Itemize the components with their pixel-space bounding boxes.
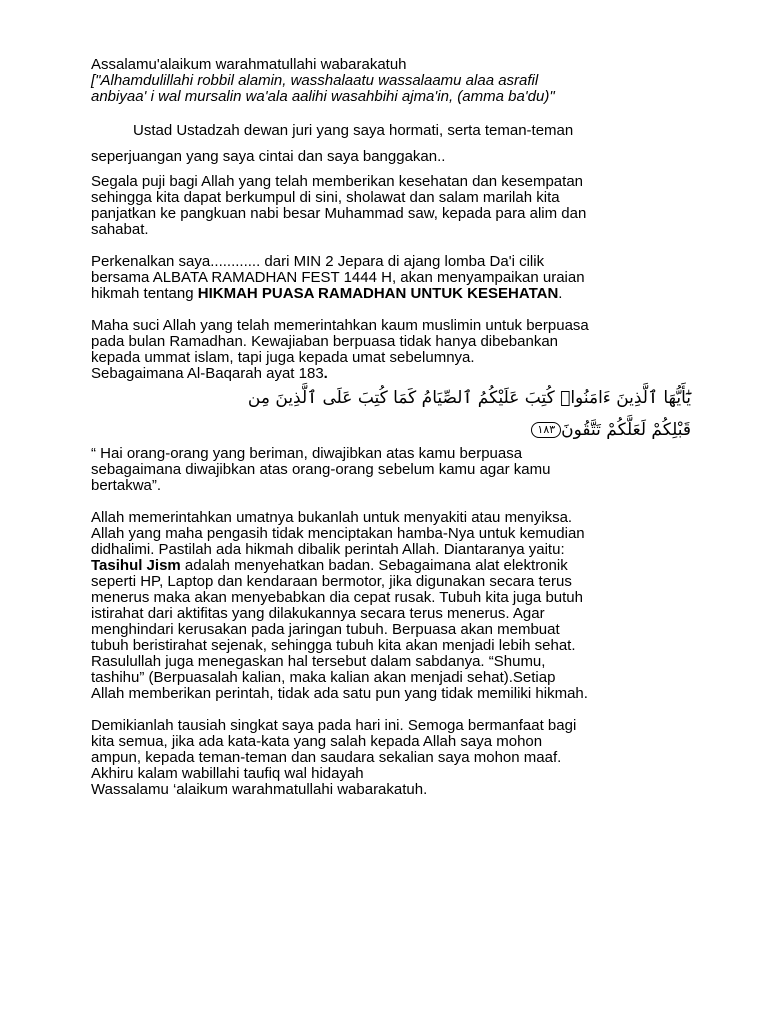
body-line: istirahat dari aktifitas yang dilakukannya secara terus menerus. Agar — [91, 605, 545, 622]
maha-suci-line: kepada ummat islam, tapi juga kepada umat sebelumnya. — [91, 349, 475, 366]
body-line: menghindari kerusakan pada jaringan tubuh. Berpuasa akan membuat — [91, 621, 560, 638]
translation-line: “ Hai orang-orang yang beriman, diwajibkan atas kamu berpuasa — [91, 445, 523, 462]
opening-line: ["Alhamdulillahi robbil alamin, wasshalaatu wassalaamu alaa asrafil — [91, 72, 539, 89]
tasihul-rest: adalah menyehatkan badan. Sebagaimana alat elektronik — [180, 557, 568, 574]
arabic-verse-text: قَبْلِكُمْ لَعَلَّكُمْ تَتَّقُونَ — [561, 420, 691, 440]
intro-suffix: . — [558, 285, 563, 302]
translation-line: sebagaimana diwajibkan atas orang-orang sebelum kamu agar kamu — [91, 461, 551, 478]
closing-line: kita semua, jika ada kata-kata yang salah kepada Allah saya mohon — [91, 733, 543, 750]
surah-reference — [91, 366, 691, 382]
closing-line: Akhiru kalam wabillahi taufiq wal hidayah — [91, 765, 364, 782]
closing-line: Demikianlah tausiah singkat saya pada hari ini. Semoga bermanfaat bagi — [91, 717, 577, 734]
body-line: didhalimi. Pastilah ada hikmah dibalik perintah Allah. Diantaranya yaitu: — [91, 541, 565, 558]
body-line: tubuh beristirahat sejenak, sehingga tubuh kita akan menjadi lebih sehat. — [91, 637, 576, 654]
translation-line: bertakwa”. — [91, 477, 162, 494]
arabic-verse-line — [87, 416, 691, 444]
intro-topic-line — [91, 286, 691, 302]
greeting: Assalamu'alaikum warahmatullahi wabarakatuh — [91, 56, 407, 73]
tasihul-line — [91, 558, 691, 574]
intro-line: Perkenalkan saya............ dari MIN 2 Jepara di ajang lomba Da'i cilik — [91, 253, 545, 270]
intro-line: bersama ALBATA RAMADHAN FEST 1444 H, akan menyampaikan uraian — [91, 269, 585, 286]
body-line: Allah memerintahkan umatnya bukanlah untuk menyakiti atau menyiksa. — [91, 509, 573, 526]
closing-line: Wassalamu ‘alaikum warahmatullahi wabarakatuh. — [91, 781, 428, 798]
tasihul-term: Tasihul Jism — [91, 557, 181, 574]
maha-suci-line: Maha suci Allah yang telah memerintahkan kaum muslimin untuk berpuasa — [91, 317, 589, 334]
topic-title: HIKMAH PUASA RAMADHAN UNTUK KESEHATAN — [197, 285, 559, 302]
intro-prefix: hikmah tentang — [91, 285, 198, 302]
praise-line: panjatkan ke pangkuan nabi besar Muhammad saw, kepada para alim dan — [91, 205, 587, 222]
surah-ref-period: . — [323, 365, 328, 382]
body-line: Allah yang maha pengasih tidak menciptakan hamba-Nya untuk kemudian — [91, 525, 585, 542]
closing-line: ampun, kepada teman-teman dan saudara sekalian saya mohon maaf. — [91, 749, 562, 766]
ayah-number-badge: ١٨٣ — [531, 422, 561, 438]
body-line: seperti HP, Laptop dan kendaraan bermotor, jika digunakan secara terus — [91, 573, 572, 590]
body-line: menerus maka akan menyebabkan dia cepat rusak. Tubuh kita juga butuh — [91, 589, 583, 606]
body-line: Allah memberikan perintah, tidak ada satu pun yang tidak memiliki hikmah. — [91, 685, 588, 702]
address-line: seperjuangan yang saya cintai dan saya banggakan.. — [91, 148, 446, 165]
arabic-verse-line: يَٰٓأَيُّهَا ٱلَّذِينَ ءَامَنُوا۟ كُتِبَ عَلَيْكُمُ ٱلصِّيَامُ كَمَا كُتِبَ عَلَى ٱلَّذِينَ مِن — [247, 388, 691, 408]
speech-document — [91, 57, 691, 798]
praise-line: sehingga kita dapat berkumpul di sini, sholawat dan salam marilah kita — [91, 189, 560, 206]
praise-line: Segala puji bagi Allah yang telah memberikan kesehatan dan kesempatan — [91, 173, 583, 190]
address-line: Ustad Ustadzah dewan juri yang saya hormati, serta teman-teman — [133, 122, 574, 139]
body-line: tashihu” (Berpuasalah kalian, maka kalian akan menjadi sehat).Setiap — [91, 669, 556, 686]
body-line: Rasulullah juga menegaskan hal tersebut dalam sabdanya. “Shumu, — [91, 653, 546, 670]
praise-line: sahabat. — [91, 221, 149, 238]
maha-suci-line: pada bulan Ramadhan. Kewajiaban berpuasa tidak hanya dibebankan — [91, 333, 559, 350]
opening-line: anbiyaa' i wal mursalin wa'ala aalihi wasahbihi ajma'in, (amma ba'du)" — [91, 88, 555, 105]
surah-ref-text: Sebagaimana Al-Baqarah ayat 183 — [91, 365, 324, 382]
